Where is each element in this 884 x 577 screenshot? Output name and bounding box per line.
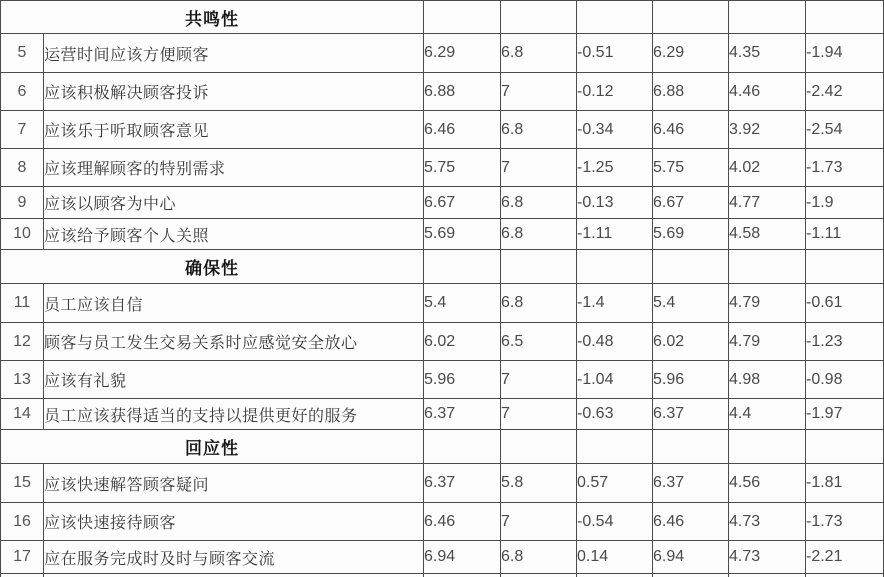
table-row [1, 219, 884, 250]
empty-cell [424, 574, 501, 577]
table-row [1, 149, 884, 187]
value-cell: 4.02 [729, 149, 806, 187]
row-number-cell: 15 [1, 464, 44, 503]
value-cell: 6.46 [653, 503, 729, 541]
value-cell: 7 [501, 361, 577, 399]
item-text-cell: 运营时间应该方便顾客 [44, 34, 424, 73]
item-text-cell: 应该理解顾客的特别需求 [44, 149, 424, 187]
empty-cell [806, 1, 884, 34]
empty-cell [44, 574, 424, 577]
empty-cell [653, 250, 729, 284]
row-number-cell: 6 [1, 73, 44, 111]
empty-cell [653, 430, 729, 464]
section-header-row [1, 430, 884, 464]
value-cell: 6.29 [424, 34, 501, 73]
value-cell: -0.63 [577, 399, 653, 430]
item-text-cell: 应该积极解决顾客投诉 [44, 73, 424, 111]
item-text-cell: 顾客与员工发生交易关系时应感觉安全放心 [44, 323, 424, 361]
value-cell: 3.92 [729, 111, 806, 149]
empty-cell [729, 574, 806, 577]
value-cell: -0.61 [806, 284, 884, 323]
value-cell: 6.8 [501, 34, 577, 73]
section-header-cell: 共鸣性 [1, 1, 424, 34]
value-cell: -1.25 [577, 149, 653, 187]
value-cell: 6.29 [653, 34, 729, 73]
value-cell: 6.37 [424, 399, 501, 430]
value-cell: 4.56 [729, 464, 806, 503]
value-cell: 0.14 [577, 541, 653, 574]
table-row [1, 34, 884, 73]
empty-cell [501, 250, 577, 284]
value-cell: 7 [501, 503, 577, 541]
table-row [1, 284, 884, 323]
item-text-cell: 应该快速接待顾客 [44, 503, 424, 541]
value-cell: 6.88 [653, 73, 729, 111]
row-number-cell: 7 [1, 111, 44, 149]
empty-cell [729, 1, 806, 34]
table-row [1, 361, 884, 399]
value-cell: 5.4 [653, 284, 729, 323]
value-cell: 5.4 [424, 284, 501, 323]
section-header-row [1, 250, 884, 284]
value-cell: 6.8 [501, 219, 577, 250]
empty-cell [806, 430, 884, 464]
value-cell: -0.98 [806, 361, 884, 399]
value-cell: -0.48 [577, 323, 653, 361]
row-number-cell: 5 [1, 34, 44, 73]
value-cell: -1.97 [806, 399, 884, 430]
row-number-cell: 11 [1, 284, 44, 323]
value-cell: -1.11 [806, 219, 884, 250]
empty-cell [501, 574, 577, 577]
partial-next-row [1, 574, 884, 577]
value-cell: 5.96 [653, 361, 729, 399]
value-cell: -1.81 [806, 464, 884, 503]
value-cell: 4.77 [729, 187, 806, 219]
empty-cell [577, 574, 653, 577]
row-number-cell: 17 [1, 541, 44, 574]
value-cell: 5.8 [501, 464, 577, 503]
empty-cell [424, 430, 501, 464]
value-cell: 4.79 [729, 284, 806, 323]
value-cell: 6.37 [653, 464, 729, 503]
value-cell: 4.58 [729, 219, 806, 250]
value-cell: 6.5 [501, 323, 577, 361]
value-cell: 7 [501, 399, 577, 430]
row-number-cell: 13 [1, 361, 44, 399]
empty-cell [577, 430, 653, 464]
item-text-cell: 应该快速解答顾客疑问 [44, 464, 424, 503]
value-cell: 4.35 [729, 34, 806, 73]
value-cell: 6.67 [424, 187, 501, 219]
value-cell: -2.54 [806, 111, 884, 149]
table-row [1, 503, 884, 541]
value-cell: 5.69 [424, 219, 501, 250]
item-text-cell: 应该给予顾客个人关照 [44, 219, 424, 250]
value-cell: 6.37 [653, 399, 729, 430]
section-header-row [1, 1, 884, 34]
empty-cell [577, 1, 653, 34]
value-cell: 6.88 [424, 73, 501, 111]
value-cell: 5.75 [653, 149, 729, 187]
value-cell: 5.75 [424, 149, 501, 187]
value-cell: -0.54 [577, 503, 653, 541]
table-row [1, 399, 884, 430]
value-cell: -1.11 [577, 219, 653, 250]
empty-cell [729, 430, 806, 464]
value-cell: 5.69 [653, 219, 729, 250]
table-row [1, 464, 884, 503]
value-cell: -0.34 [577, 111, 653, 149]
value-cell: 6.02 [653, 323, 729, 361]
value-cell: 5.96 [424, 361, 501, 399]
value-cell: 6.94 [424, 541, 501, 574]
value-cell: 4.79 [729, 323, 806, 361]
item-text-cell: 应在服务完成时及时与顾客交流 [44, 541, 424, 574]
value-cell: -1.9 [806, 187, 884, 219]
value-cell: 6.02 [424, 323, 501, 361]
item-text-cell: 员工应该自信 [44, 284, 424, 323]
empty-cell [501, 1, 577, 34]
empty-cell [501, 430, 577, 464]
item-text-cell: 应该以顾客为中心 [44, 187, 424, 219]
value-cell: 6.8 [501, 111, 577, 149]
value-cell: 6.46 [424, 503, 501, 541]
value-cell: 4.73 [729, 541, 806, 574]
row-number-cell: 16 [1, 503, 44, 541]
row-number-cell: 8 [1, 149, 44, 187]
value-cell: 6.8 [501, 541, 577, 574]
value-cell: 6.67 [653, 187, 729, 219]
value-cell: 6.37 [424, 464, 501, 503]
table-row [1, 187, 884, 219]
row-number-cell: 14 [1, 399, 44, 430]
value-cell: 4.98 [729, 361, 806, 399]
empty-cell [653, 574, 729, 577]
empty-cell [424, 250, 501, 284]
table-row [1, 541, 884, 574]
empty-cell [1, 574, 44, 577]
value-cell: 6.46 [653, 111, 729, 149]
value-cell: -1.04 [577, 361, 653, 399]
table-row [1, 73, 884, 111]
value-cell: 0.57 [577, 464, 653, 503]
row-number-cell: 12 [1, 323, 44, 361]
value-cell: 6.46 [424, 111, 501, 149]
empty-cell [653, 1, 729, 34]
value-cell: -0.13 [577, 187, 653, 219]
item-text-cell: 员工应该获得适当的支持以提供更好的服务 [44, 399, 424, 430]
value-cell: 6.8 [501, 187, 577, 219]
section-header-cell: 确保性 [1, 250, 424, 284]
value-cell: 4.4 [729, 399, 806, 430]
value-cell: -1.94 [806, 34, 884, 73]
value-cell: -2.21 [806, 541, 884, 574]
value-cell: -1.73 [806, 149, 884, 187]
value-cell: 7 [501, 149, 577, 187]
item-text-cell: 应该有礼貌 [44, 361, 424, 399]
empty-cell [806, 250, 884, 284]
empty-cell [577, 250, 653, 284]
table-row [1, 111, 884, 149]
value-cell: -1.4 [577, 284, 653, 323]
value-cell: -2.42 [806, 73, 884, 111]
section-header-cell: 回应性 [1, 430, 424, 464]
value-cell: -0.12 [577, 73, 653, 111]
value-cell: -0.51 [577, 34, 653, 73]
empty-cell [806, 574, 884, 577]
row-number-cell: 9 [1, 187, 44, 219]
empty-cell [424, 1, 501, 34]
item-text-cell: 应该乐于听取顾客意见 [44, 111, 424, 149]
row-number-cell: 10 [1, 219, 44, 250]
value-cell: -1.23 [806, 323, 884, 361]
table-row [1, 323, 884, 361]
value-cell: 6.94 [653, 541, 729, 574]
value-cell: 4.73 [729, 503, 806, 541]
value-cell: 7 [501, 73, 577, 111]
value-cell: 4.46 [729, 73, 806, 111]
value-cell: 6.8 [501, 284, 577, 323]
table-body [1, 1, 884, 577]
value-cell: -1.73 [806, 503, 884, 541]
empty-cell [729, 250, 806, 284]
